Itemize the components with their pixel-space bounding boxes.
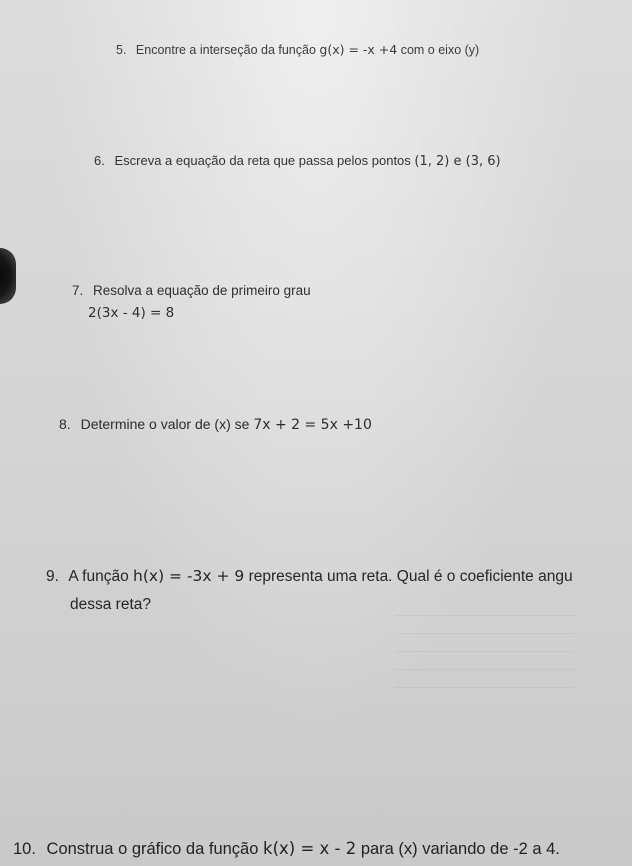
question-number: 10. — [13, 840, 36, 858]
question-text: Escreva a equação da reta que passa pelos pontos — [114, 153, 411, 168]
question-text-after: com o eixo (y) — [400, 43, 480, 57]
question-8 — [59, 416, 372, 433]
question-9-line-2: dessa reta? — [70, 596, 151, 613]
paper-edge-shadow — [0, 248, 16, 304]
question-number: 8. — [59, 416, 71, 432]
question-number: 5. — [116, 43, 127, 57]
question-text-after: representa uma reta. Qual é o coeficiente angu — [248, 568, 573, 585]
question-7 — [72, 283, 311, 298]
question-text: Encontre a interseção da função — [135, 43, 316, 57]
question-math: g(x) = -x +4 — [319, 42, 398, 57]
question-math: (1, 2) e (3, 6) — [414, 154, 501, 169]
question-9 — [46, 567, 573, 586]
question-5 — [116, 42, 479, 57]
question-number: 6. — [94, 153, 105, 168]
question-10 — [13, 839, 560, 859]
question-text: Determine o valor de (x) se — [80, 416, 250, 432]
question-math: h(x) = -3x + 9 — [133, 567, 245, 585]
question-math: 7x + 2 = 5x +10 — [253, 417, 372, 433]
question-7-equation: 2(3x - 4) = 8 — [88, 305, 175, 321]
question-text: Construa o gráfico da função — [46, 840, 259, 858]
question-text-after: para (x) variando de -2 a 4. — [360, 840, 560, 858]
question-number: 9. — [46, 568, 59, 585]
question-number: 7. — [72, 283, 84, 298]
show-through-text — [395, 615, 575, 705]
question-text: A função — [68, 568, 129, 585]
question-math: k(x) = x - 2 — [263, 839, 357, 858]
question-text: Resolva a equação de primeiro grau — [93, 283, 311, 298]
question-6 — [94, 153, 501, 169]
